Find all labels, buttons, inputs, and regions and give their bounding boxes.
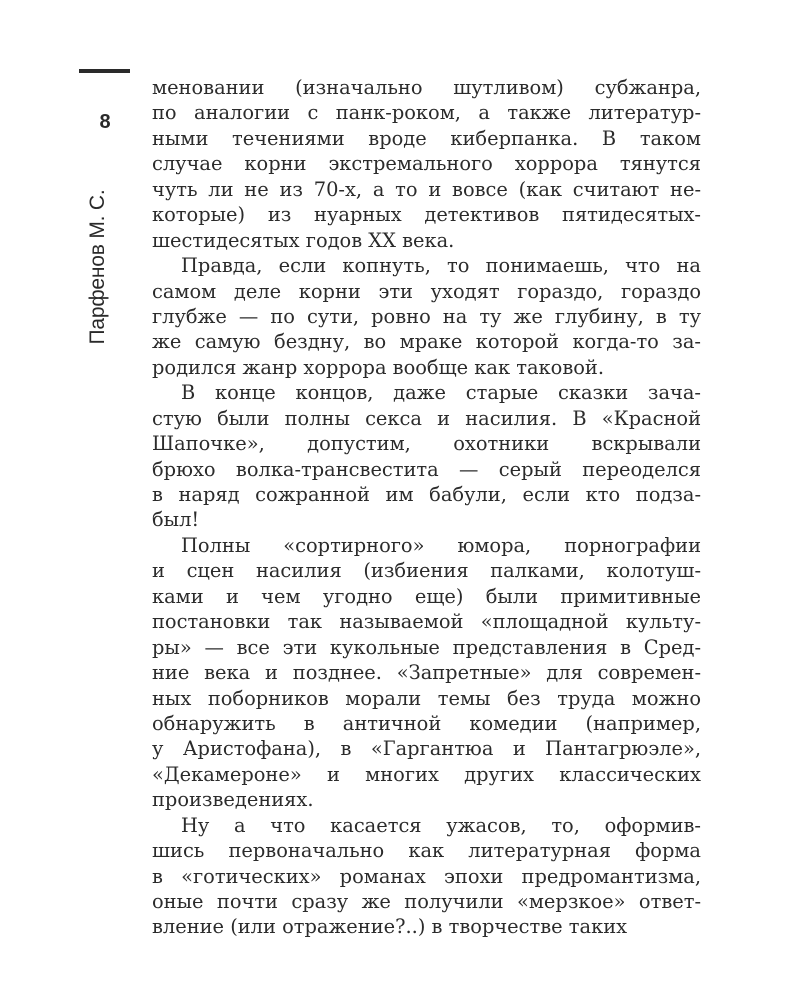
text-line: вление (или отражение?..) в творчестве таких: [152, 915, 628, 939]
text-line: в наряд сожранной им бабули, если кто подза-: [152, 483, 701, 506]
body-text: [152, 75, 701, 940]
text-line: обнаружить в античной комедии (например,: [152, 711, 701, 735]
text-line: Правда, если копнуть, то понимаешь, что на: [181, 254, 701, 278]
text-line: родился жанр хоррора вообще как таковой.: [152, 355, 604, 379]
text-line: у Аристофана), в «Гаргантюа и Пантагрюэле»,: [152, 737, 701, 761]
text-line: которые) из нуарных детективов пятидесятых-: [152, 203, 701, 227]
text-line: был!: [152, 508, 200, 532]
text-line: меновании (изначально шутливом) субжанра,: [152, 76, 701, 99]
text-line: оные почти сразу же получили «мерзкое» ответ-: [152, 890, 701, 913]
text-line: по аналогии с панк-роком, а также литератур-: [152, 101, 701, 125]
text-line: брюхо волка-трансвестита — серый переоделся: [152, 457, 701, 481]
text-line: стую были полны секса и насилия. В «Красной: [152, 406, 701, 430]
header-rule: [79, 69, 130, 73]
running-head-container: [84, 182, 112, 352]
text-line: самом деле корни эти уходят гораздо, гораздо: [152, 279, 701, 303]
text-line: Ну а что касается ужасов, то, оформив-: [181, 813, 701, 837]
text-line: «Декамероне» и многих других классических: [152, 762, 701, 786]
text-line: ры» — все эти кукольные представления в Сред-: [152, 635, 701, 659]
text-line: случае корни экстремального хоррора тянутся: [152, 152, 701, 176]
text-line: ных поборников морали темы без труда можно: [152, 686, 701, 710]
text-line: шись первоначально как литературная форма: [152, 839, 701, 863]
text-line: произведениях.: [152, 788, 314, 812]
text-line: глубже — по сути, ровно на ту же глубину, в ту: [152, 304, 701, 328]
text-line: в «готических» романах эпохи предромантизма,: [152, 864, 701, 888]
text-line: постановки так называемой «площадной культу-: [152, 610, 701, 634]
text-line: и сцен насилия (избиения палками, колотуш-: [152, 559, 701, 583]
text-line: ками и чем угодно еще) были примитивные: [152, 584, 701, 608]
text-line: В конце концов, даже старые сказки зача-: [181, 381, 701, 405]
page-number: 8: [99, 111, 111, 133]
text-line: ными течениями вроде киберпанка. В таком: [152, 126, 701, 150]
text-line: Шапочке», допустим, охотники вскрывали: [152, 432, 701, 456]
text-line: Полны «сортирного» юмора, порнографии: [181, 533, 701, 557]
text-line: шестидесятых годов XX века.: [152, 228, 455, 252]
text-line: же самую бездну, во мраке которой когда-то за-: [152, 330, 701, 354]
text-line: чуть ли не из 70-х, а то и вовсе (как считают не-: [152, 177, 701, 201]
running-head-author: Парфенов М. С.: [86, 189, 109, 345]
text-line: ние века и позднее. «Запретные» для современ-: [152, 661, 701, 685]
